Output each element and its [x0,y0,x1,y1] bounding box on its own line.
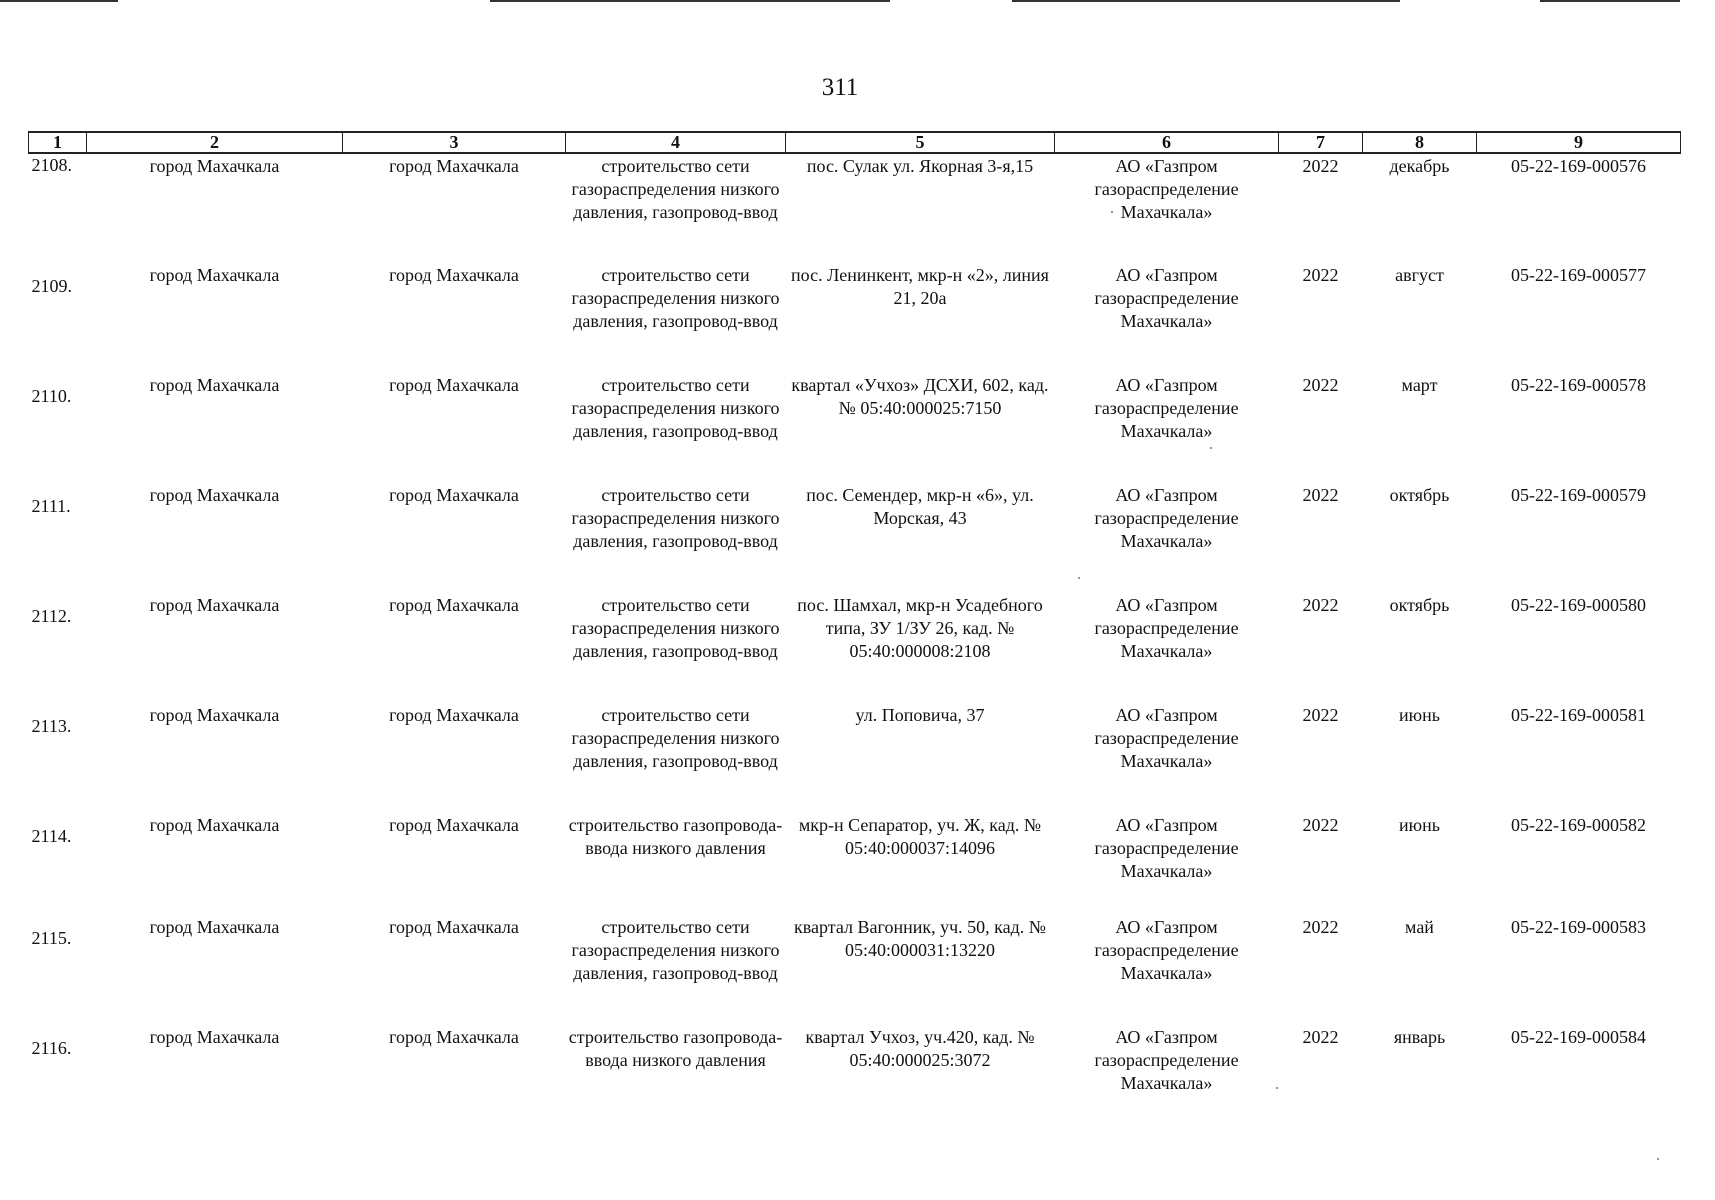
row-number: 2112. [31,606,72,626]
table-row [29,373,1681,483]
code-cell: 05-22-169-000581 [1511,705,1646,725]
organization-cell: АО «Газпром газораспределение Махачкала» [1094,156,1239,222]
row-number: 2113. [31,716,72,736]
work-type-cell: строительство газопровода-ввода низкого давления [568,815,783,858]
settlement-cell: город Махачкала [389,1027,519,1047]
organization-cell: АО «Газпром газораспределение Махачкала» [1094,705,1239,771]
work-type-cell: строительство газопровода-ввода низкого давления [568,1027,783,1070]
work-type-cell: строительство сети газораспределения низкого давления, газопровод-ввод [571,917,780,983]
organization-cell: АО «Газпром газораспределение Махачкала» [1094,815,1239,881]
year-cell: 2022 [1302,705,1339,725]
district-cell: город Махачкала [149,156,280,176]
work-type-cell: строительство сети газораспределения низкого давления, газопровод-ввод [571,705,780,771]
organization-cell: АО «Газпром газораспределение Махачкала» [1094,595,1239,661]
column-header: 8 [1363,132,1477,153]
district-cell: город Махачкала [149,485,280,505]
column-header: 3 [343,132,566,153]
page-number: 311 [821,74,859,101]
district-cell: город Махачкала [149,815,280,835]
row-number: 2111. [31,496,71,516]
settlement-cell: город Махачкала [389,705,519,725]
column-header: 5 [786,132,1055,153]
code-cell: 05-22-169-000576 [1511,156,1646,176]
year-cell: 2022 [1302,265,1339,285]
table-row [29,703,1681,813]
table-row [29,915,1681,1025]
work-type-cell: строительство сети газораспределения низкого давления, газопровод-ввод [571,265,780,331]
year-cell: 2022 [1302,156,1339,176]
year-cell: 2022 [1302,595,1339,615]
scan-speck [1210,447,1212,449]
address-cell: квартал Вагонник, уч. 50, кад. № 05:40:000031:13220 [794,917,1046,960]
district-cell: город Махачкала [149,705,280,725]
top-edge-line [1540,0,1680,2]
code-cell: 05-22-169-000578 [1511,375,1646,395]
month-cell: октябрь [1389,485,1450,505]
month-cell: октябрь [1389,595,1450,615]
row-number: 2108. [31,155,72,175]
table-row [29,813,1681,915]
settlement-cell: город Махачкала [389,485,519,505]
month-cell: июнь [1399,705,1440,725]
column-header: 9 [1477,132,1681,153]
column-header: 4 [566,132,786,153]
table-row [29,263,1681,373]
month-cell: март [1401,375,1438,395]
code-cell: 05-22-169-000577 [1511,265,1646,285]
organization-cell: АО «Газпром газораспределение Махачкала» [1094,485,1239,551]
year-cell: 2022 [1302,917,1339,937]
district-cell: город Махачкала [149,595,280,615]
column-header: 7 [1279,132,1363,153]
year-cell: 2022 [1302,815,1339,835]
address-cell: мкр-н Сепаратор, уч. Ж, кад. № 05:40:000037:14096 [798,815,1042,858]
code-cell: 05-22-169-000579 [1511,485,1646,505]
row-number: 2115. [31,928,72,948]
table-row [29,1025,1681,1125]
address-cell: пос. Сулак ул. Якорная 3-я,15 [806,156,1034,176]
district-cell: город Махачкала [149,375,280,395]
code-cell: 05-22-169-000584 [1511,1027,1646,1047]
row-number: 2109. [31,276,72,296]
month-cell: август [1395,265,1444,285]
year-cell: 2022 [1302,1027,1339,1047]
row-number: 2110. [31,386,72,406]
district-cell: город Махачкала [149,265,280,285]
month-cell: декабрь [1389,156,1450,176]
top-edge-line [0,0,118,2]
settlement-cell: город Махачкала [389,265,519,285]
work-type-cell: строительство сети газораспределения низкого давления, газопровод-ввод [571,156,780,222]
code-cell: 05-22-169-000582 [1511,815,1646,835]
year-cell: 2022 [1302,375,1339,395]
address-cell: пос. Семендер, мкр-н «6», ул. Морская, 43 [806,485,1034,528]
column-header: 2 [87,132,343,153]
settlement-cell: город Махачкала [389,595,519,615]
settlement-cell: город Махачкала [389,815,519,835]
table-row [29,483,1681,593]
column-number-row [29,132,1681,153]
registry-table [28,131,1681,1125]
code-cell: 05-22-169-000580 [1511,595,1646,615]
scan-speck [1111,211,1113,213]
month-cell: май [1405,917,1434,937]
code-cell: 05-22-169-000583 [1511,917,1646,937]
top-edge-line [1012,0,1400,2]
month-cell: январь [1393,1027,1446,1047]
row-number: 2116. [31,1038,72,1058]
top-edge-line [490,0,890,2]
settlement-cell: город Махачкала [389,917,519,937]
settlement-cell: город Махачкала [389,375,519,395]
year-cell: 2022 [1302,485,1339,505]
address-cell: ул. Поповича, 37 [855,705,985,725]
address-cell: квартал Учхоз, уч.420, кад. № 05:40:000025:3072 [805,1027,1035,1070]
table-row [29,153,1681,263]
address-cell: пос. Ленинкент, мкр-н «2», линия 21, 20а [791,265,1049,308]
column-header: 1 [29,132,87,153]
scan-speck [1078,577,1080,579]
organization-cell: АО «Газпром газораспределение Махачкала» [1094,265,1239,331]
settlement-cell: город Махачкала [389,156,519,176]
district-cell: город Махачкала [149,1027,280,1047]
scan-speck [1276,1087,1278,1089]
scan-speck [1657,1158,1659,1160]
row-number: 2114. [31,826,72,846]
work-type-cell: строительство сети газораспределения низкого давления, газопровод-ввод [571,375,780,441]
work-type-cell: строительство сети газораспределения низкого давления, газопровод-ввод [571,485,780,551]
organization-cell: АО «Газпром газораспределение Махачкала» [1094,917,1239,983]
work-type-cell: строительство сети газораспределения низкого давления, газопровод-ввод [571,595,780,661]
month-cell: июнь [1399,815,1440,835]
address-cell: квартал «Учхоз» ДСХИ, 602, кад. № 05:40:000025:7150 [791,375,1049,418]
organization-cell: АО «Газпром газораспределение Махачкала» [1094,1027,1239,1093]
organization-cell: АО «Газпром газораспределение Махачкала» [1094,375,1239,441]
table-row [29,593,1681,703]
district-cell: город Махачкала [149,917,280,937]
column-header: 6 [1055,132,1279,153]
address-cell: пос. Шамхал, мкр-н Усадебного типа, ЗУ 1/ЗУ 26, кад. № 05:40:000008:2108 [797,595,1043,661]
